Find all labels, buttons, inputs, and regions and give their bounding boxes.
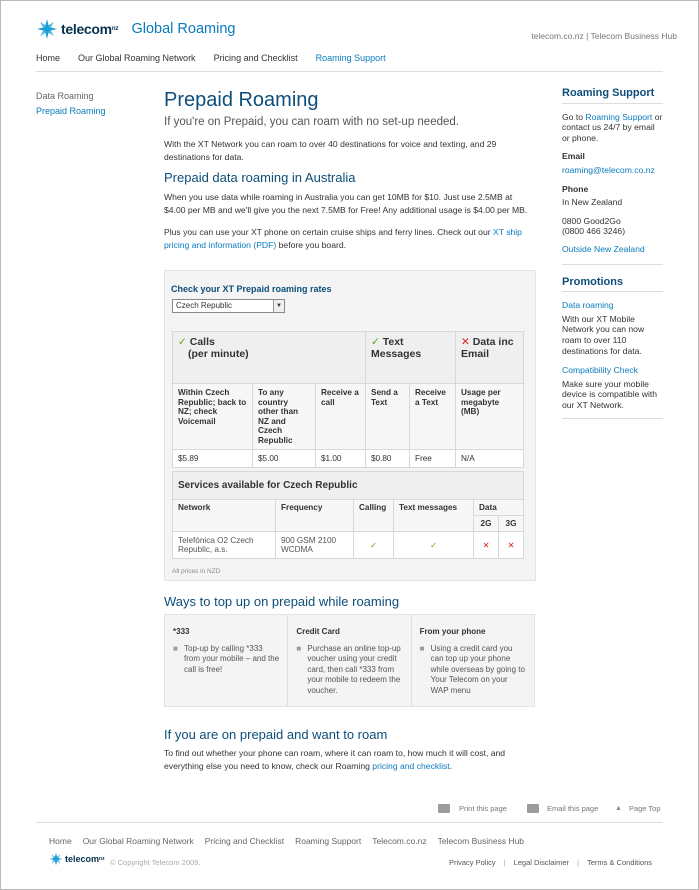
- col-within: Within Czech Republic; back to NZ; check Voicemail: [173, 384, 253, 450]
- cross-icon: ✕: [499, 532, 524, 559]
- topnav-support[interactable]: Roaming Support: [315, 53, 386, 63]
- email-label: Email: [562, 151, 585, 162]
- topup-panel: [164, 614, 535, 707]
- services-title: Services available for Czech Republic: [173, 472, 524, 500]
- bullet-icon: ■: [419, 644, 425, 653]
- head-text-messages: Text messages: [394, 500, 474, 532]
- site-title: Global Roaming: [131, 21, 236, 37]
- paragraph-xt-network: With the XT Network you can roam to over 40 destinations for voice and texting, and 29 destinations for data.: [164, 139, 497, 162]
- head-network: Network: [173, 500, 276, 532]
- check-icon: ✓: [178, 336, 187, 348]
- topup-option-body: [420, 644, 526, 696]
- support-text: [562, 112, 663, 144]
- data-label: Data inc Email: [461, 336, 514, 360]
- col-receive-text: Receive a Text: [410, 384, 456, 450]
- paragraph-australia: When you use data while roaming in Australia you can get 10MB for $10. Just use 2.5MB at $4.00 per MB and we'll give you the next 7.5MB for Free! Any additional usage is $4.00 per MB.: [164, 192, 528, 215]
- topup-option-text: Purchase an online top-up voucher using your credit card, then call *333 from your mobile to redeem the voucher.: [307, 644, 401, 695]
- rate-value: $0.80: [366, 450, 410, 468]
- data-roaming-promo-link[interactable]: Data roaming: [562, 300, 614, 311]
- right-sidebar: [562, 88, 663, 427]
- check-icon: ✓: [394, 532, 474, 559]
- head-calling: Calling: [354, 500, 394, 532]
- topup-option-body: [296, 644, 402, 696]
- topup-option-title: *333: [173, 627, 190, 636]
- rate-value: $5.00: [253, 450, 316, 468]
- rate-value: N/A: [456, 450, 524, 468]
- pricing-checklist-link[interactable]: pricing and checklist: [372, 760, 450, 771]
- intro-text: If you're on Prepaid, you can roam with no set-up needed.: [164, 116, 459, 128]
- cruise-text: Plus you can use your XT phone on certain cruise ships and ferry lines. Check out our: [164, 227, 491, 238]
- australia-heading: Prepaid data roaming in Australia: [164, 170, 356, 186]
- left-nav: [36, 89, 106, 119]
- head-2g: 2G: [474, 516, 499, 532]
- prices-note: All prices in NZD: [172, 568, 221, 575]
- arrow-up-icon: ▲: [615, 805, 622, 812]
- email-page-button[interactable]: [527, 804, 598, 813]
- ifprepaid-heading: If you are on prepaid and want to roam: [164, 727, 388, 742]
- footer-nav: [49, 836, 524, 846]
- privacy-policy-link[interactable]: Privacy Policy: [448, 858, 496, 867]
- support-text-b: or contact us 24/7 by email or phone.: [562, 111, 663, 143]
- data-header: [456, 332, 524, 384]
- page-top-button[interactable]: [615, 804, 661, 813]
- footer-link-support[interactable]: Roaming Support: [295, 836, 362, 846]
- cross-icon: ✕: [474, 532, 499, 559]
- sidebar-divider: [562, 264, 663, 265]
- top-links[interactable]: telecom.co.nz | Telecom Business Hub: [531, 31, 677, 41]
- table-row: [173, 532, 524, 559]
- separator: |: [577, 858, 579, 867]
- print-page-button[interactable]: [438, 804, 507, 813]
- email-link[interactable]: roaming@telecom.co.nz: [562, 164, 655, 175]
- footer-link-network[interactable]: Our Global Roaming Network: [82, 836, 194, 846]
- rate-value: $1.00: [316, 450, 366, 468]
- head-data: Data: [474, 500, 524, 516]
- page-title: Prepaid Roaming: [164, 89, 319, 111]
- topup-option-text: Using a credit card you can top up your phone while overseas by going to Your Telecom on your WAP menu: [430, 644, 525, 695]
- copyright: © Copyright Telecom 2009.: [110, 858, 201, 867]
- topnav-home[interactable]: Home: [36, 53, 61, 63]
- network-name: Telefónica O2 Czech Republic, a.s.: [173, 532, 276, 559]
- print-label: Print this page: [459, 804, 507, 813]
- sidebar-divider: [562, 103, 663, 104]
- sidebar-divider: [562, 291, 663, 292]
- services-table: [172, 471, 524, 559]
- footer-brand: telecom: [65, 854, 100, 864]
- col-receive-call: Receive a call: [316, 384, 366, 450]
- footer-divider: [36, 822, 663, 823]
- phone-number-2: (0800 466 3246): [562, 226, 626, 237]
- topup-option-title: From your phone: [419, 627, 486, 636]
- rates-values-row: [173, 450, 524, 468]
- topnav-network[interactable]: Our Global Roaming Network: [78, 53, 196, 63]
- ifprepaid-text-a: To find out whether your phone can roam, where it can roam to, how much it will cost, and everything else you need to know, check our Roaming: [164, 748, 506, 771]
- cruise-text-end: before you board.: [278, 239, 347, 250]
- top-nav: [36, 53, 386, 63]
- footer-brand-nz: nz: [99, 856, 105, 862]
- bullet-icon: ■: [173, 644, 178, 653]
- country-select[interactable]: [172, 299, 285, 313]
- footer-link-pricing[interactable]: Pricing and Checklist: [204, 836, 285, 846]
- topup-option-body: [173, 644, 279, 675]
- printer-icon: [438, 804, 450, 813]
- col-send-text: Send a Text: [366, 384, 410, 450]
- footer-logo[interactable]: [49, 852, 105, 866]
- country-select-value: Czech Republic: [176, 301, 233, 310]
- ifprepaid-text-b: .: [449, 760, 453, 771]
- footer-link-business-hub[interactable]: Telecom Business Hub: [437, 836, 525, 846]
- email-label: Email this page: [547, 804, 599, 813]
- rates-table: [172, 331, 524, 468]
- telecom-star-icon: [36, 18, 58, 40]
- phone-number-1: 0800 Good2Go: [562, 215, 621, 226]
- terms-link[interactable]: Terms & Conditions: [586, 858, 652, 867]
- head-3g: 3G: [499, 516, 524, 532]
- topup-option: [411, 615, 534, 706]
- roaming-support-link[interactable]: Roaming Support: [585, 111, 653, 122]
- sidebar-divider: [562, 418, 663, 419]
- phone-label: Phone: [562, 183, 589, 194]
- network-frequency: 900 GSM 2100 WCDMA: [276, 532, 354, 559]
- leftnav-data-roaming[interactable]: Data Roaming: [36, 91, 94, 101]
- brand-nz: nz: [111, 26, 119, 32]
- leftnav-prepaid-roaming[interactable]: Prepaid Roaming: [36, 106, 106, 116]
- topup-option: [165, 615, 287, 706]
- footer-link-telecom[interactable]: Telecom.co.nz: [372, 836, 427, 846]
- topup-heading: Ways to top up on prepaid while roaming: [164, 594, 400, 609]
- services-title-row: [173, 472, 524, 500]
- separator: |: [503, 858, 506, 867]
- telecom-logo[interactable]: [36, 18, 235, 40]
- col-usage-mb: Usage per megabyte (MB): [456, 384, 524, 450]
- phone-region: In New Zealand: [562, 197, 623, 208]
- check-icon: ✓: [371, 336, 380, 348]
- rates-subheader-row: [173, 384, 524, 450]
- page-top-label: Page Top: [628, 804, 661, 813]
- rate-value: $5.89: [173, 450, 253, 468]
- promotions-heading: Promotions: [562, 275, 624, 288]
- promo-text: Make sure your mobile device is compatible with our XT Network.: [562, 378, 658, 410]
- compatibility-check-link[interactable]: Compatibility Check: [562, 365, 638, 376]
- topup-option-title: Credit Card: [296, 627, 340, 636]
- outside-nz-link[interactable]: Outside New Zealand: [562, 243, 645, 254]
- legal-links: [449, 858, 652, 867]
- services-head-row: [173, 500, 524, 516]
- check-icon: ✓: [354, 532, 394, 559]
- main-content: [164, 88, 536, 252]
- rates-header-row: [173, 332, 524, 384]
- head-frequency: Frequency: [276, 500, 354, 532]
- support-text-a: Go to: [562, 111, 584, 122]
- rates-title: Check your XT Prepaid roaming rates: [171, 284, 332, 294]
- envelope-icon: [527, 804, 539, 813]
- chevron-down-icon[interactable]: ▼: [273, 300, 284, 312]
- footer-link-home[interactable]: Home: [49, 836, 72, 846]
- brand-name: telecom: [61, 21, 112, 37]
- cross-icon: ✕: [461, 336, 470, 348]
- bullet-icon: ■: [296, 644, 302, 653]
- calls-sub: (per minute): [188, 348, 249, 360]
- col-any-country: To any country other than NZ and Czech Republic: [253, 384, 316, 450]
- topup-option: [287, 615, 410, 706]
- rate-value: Free: [410, 450, 456, 468]
- ifprepaid-text: [164, 747, 536, 772]
- paragraph-cruise: [164, 226, 536, 251]
- calls-header: [173, 332, 366, 384]
- telecom-star-icon: [49, 852, 63, 866]
- ship-pricing-link[interactable]: XT ship pricing and information (PDF): [164, 227, 522, 250]
- text-header: [366, 332, 456, 384]
- promo-text: With our XT Mobile Network you can now roam to over 110 destinations for data.: [562, 313, 645, 356]
- topnav-pricing[interactable]: Pricing and Checklist: [213, 53, 298, 63]
- topup-option-text: Top-up by calling *333 from your mobile – and the call is free!: [184, 644, 280, 674]
- support-heading: Roaming Support: [562, 87, 655, 99]
- legal-disclaimer-link[interactable]: Legal Disclaimer: [513, 858, 570, 867]
- text-label: Text Messages: [371, 336, 422, 360]
- calls-label: Calls: [189, 336, 215, 348]
- nav-divider: [36, 71, 663, 72]
